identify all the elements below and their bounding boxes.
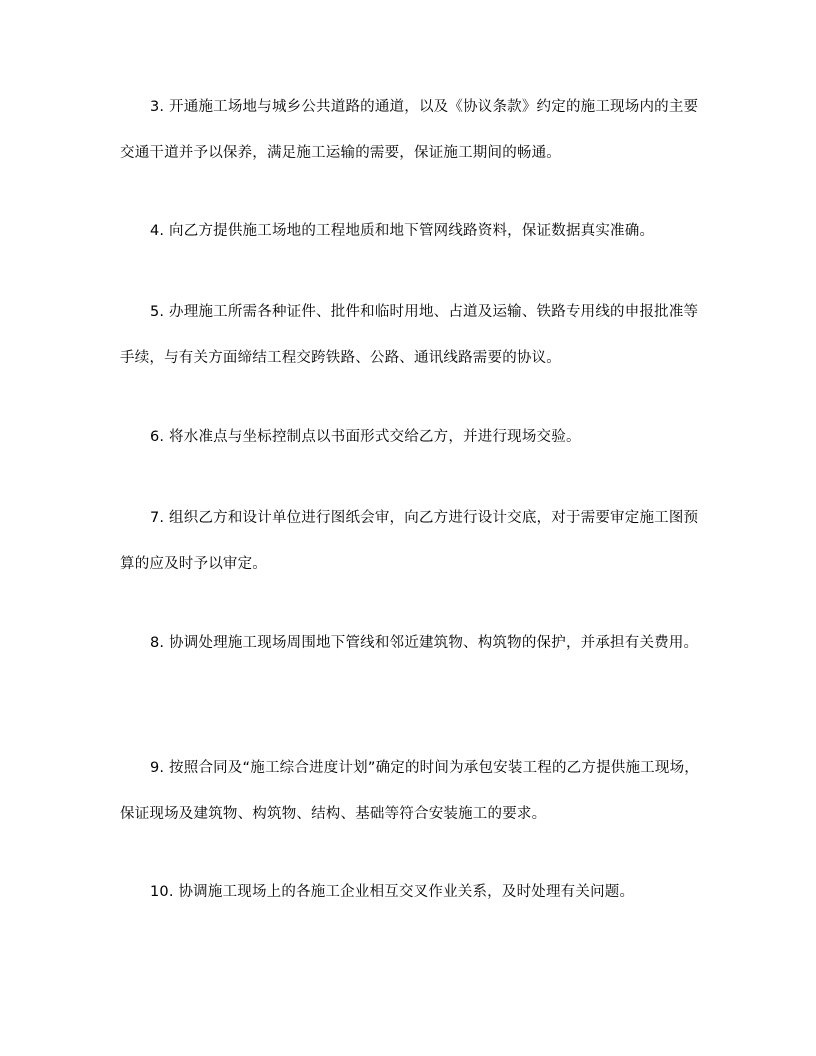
clause-7-paragraph: 7. 组织乙方和设计单位进行图纸会审，向乙方进行设计交底，对于需要审定施工图预算的应及时予以审定。: [120, 510, 699, 572]
clause-4-paragraph: 4. 向乙方提供施工场地的工程地质和地下管网线路资料，保证数据真实准确。: [150, 223, 655, 239]
clause-8-paragraph: 8. 协调处理施工现场周围地下管线和邻近建筑物、构筑物的保护，并承担有关费用。: [150, 635, 699, 651]
clause-6-paragraph: 6. 将水准点与坐标控制点以书面形式交给乙方，并进行现场交验。: [150, 429, 581, 445]
clause-5-paragraph: 5. 办理施工所需各种证件、批件和临时用地、占道及运输、铁路专用线的申报批准等手续，与有关方面缔结工程交跨铁路、公路、通讯线路需要的协议。: [120, 304, 699, 366]
clause-3-paragraph: 3. 开通施工场地与城乡公共道路的通道，以及《协议条款》约定的施工现场内的主要交通干道并予以保养，满足施工运输的需要，保证施工期间的畅通。: [120, 99, 699, 161]
clause-10-paragraph: 10. 协调施工现场上的各施工企业相互交叉作业关系，及时处理有关问题。: [150, 884, 635, 900]
clause-9-paragraph: 9. 按照合同及“施工综合进度计划”确定的时间为承包安装工程的乙方提供施工现场，保证现场及建筑物、构筑物、结构、基础等符合安装施工的要求。: [120, 760, 699, 822]
